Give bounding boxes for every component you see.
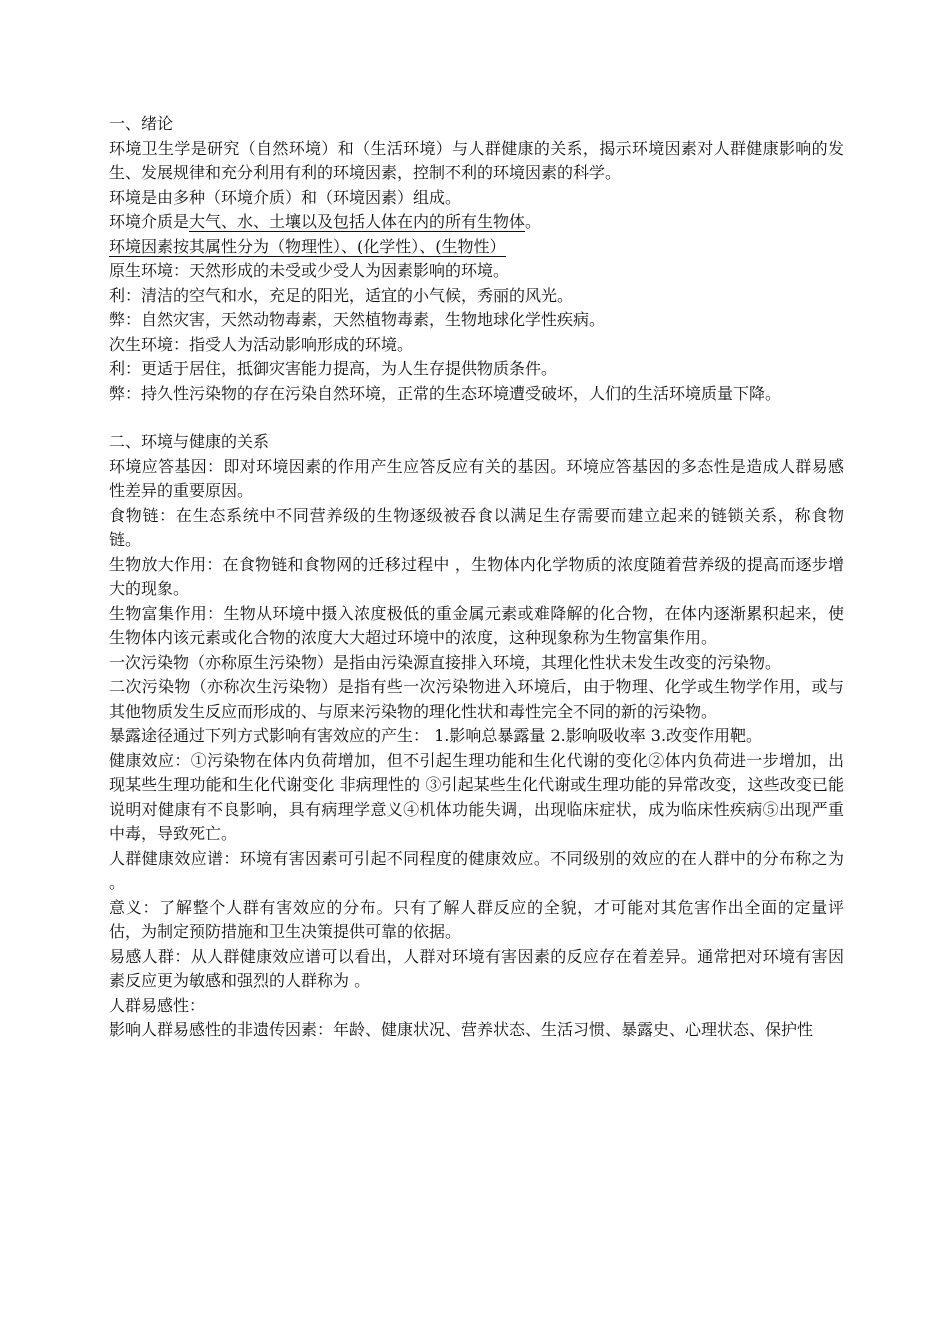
paragraph-secondary-environment: 次生环境：指受人为活动影响形成的环境。 bbox=[109, 334, 414, 354]
paragraph-bioaccumulation: 生物富集作用：生物从环境中摄入浓度极低的重金属元素或难降解的化合物，在体内逐渐累积起来，使生物体内该元素或化合物的浓度大大超过环境中的浓度，这种现象称为生物富集作用。 bbox=[109, 603, 844, 647]
paragraph-health-effect-spectrum: 人群健康效应谱：环境有害因素可引起不同程度的健康效应。不同级别的效应的在人群中的分布称之为 。 bbox=[109, 848, 844, 892]
paragraph-environment-composition: 环境是由多种（环境介质）和（环境因素）组成。 bbox=[109, 187, 462, 207]
section-spacer bbox=[109, 406, 844, 430]
paragraph-environment-media bbox=[109, 210, 844, 235]
underlined-text: 环境因素按其属性分为（物理性）、(化学性）、(生物性） bbox=[109, 236, 506, 256]
paragraph-response-genes: 环境应答基因：即对环境因素的作用产生应答反应有关的基因。环境应答基因的多态性是造成人群易感性差异的重要原因。 bbox=[109, 456, 844, 500]
paragraph-definition-environmental-hygiene: 环境卫生学是研究（自然环境）和（生活环境）与人群健康的关系，揭示环境因素对人群健康影响的发生、发展规律和充分利用有利的环境因素，控制不利的环境因素的科学。 bbox=[109, 138, 844, 182]
paragraph-secondary-advantages: 利：更适于居住，抵御灾害能力提高，为人生存提供物质条件。 bbox=[109, 359, 558, 378]
paragraph-environment-factors bbox=[109, 235, 844, 260]
paragraph-health-effects: 健康效应：①污染物在体内负荷增加，但不引起生理功能和生化代谢的变化②体内负荷进一步增加，出现某些生理功能和生化代谢变化 非病理性的 ③引起某些生化代谢或生理功能的异常改变，这些改变已能说明对健康有不良影响，具有病理学意义④机体功能失调，出现临床症状，成为临床性疾病⑤出现严重中毒，导致死亡。 bbox=[109, 750, 844, 843]
paragraph-primary-environment: 原生环境：天然形成的未受或少受人为因素影响的环境。 bbox=[109, 261, 510, 280]
paragraph-susceptible-population: 易感人群：从人群健康效应谱可以看出，人群对环境有害因素的反应存在着差异。通常把对环境有害因素反应更为敏感和强烈的人群称为 。 bbox=[109, 946, 844, 990]
paragraph-primary-pollutant: 一次污染物（亦称原生污染物）是指由污染源直接排入环境，其理化性状未发生改变的污染物。 bbox=[109, 652, 782, 672]
paragraph-secondary-disadvantages: 弊：持久性污染物的存在污染自然环境，正常的生态环境遭受破坏，人们的生活环境质量下降。 bbox=[109, 383, 782, 403]
section-heading-introduction: 一、绪论 bbox=[109, 114, 174, 133]
paragraph-secondary-pollutant: 二次污染物（亦称次生污染物）是指有些一次污染物进入环境后，由于物理、化学或生物学作用，或与其他物质发生反应而形成的、与原来污染物的理化性状和毒性完全不同的新的污染物。 bbox=[109, 677, 844, 721]
document-body bbox=[109, 112, 844, 1043]
paragraph-primary-disadvantages: 弊：自然灾害，天然动物毒素，天然植物毒素，生物地球化学性疾病。 bbox=[109, 310, 606, 329]
paragraph-significance: 意义：了解整个人群有害效应的分布。只有了解人群反应的全貌，才可能对其危害作出全面的定量评估，为制定预防措施和卫生决策提供可靠的依据。 bbox=[109, 897, 844, 941]
section-heading-environment-health: 二、环境与健康的关系 bbox=[109, 432, 270, 451]
paragraph-exposure-routes: 暴露途径通过下列方式影响有害效应的产生： 1.影响总暴露量 2.影响吸收率 3.改变作用靶。 bbox=[109, 726, 763, 745]
paragraph-food-chain: 食物链：在生态系统中不同营养级的生物逐级被吞食以满足生存需要而建立起来的链锁关系，称食物链。 bbox=[109, 505, 844, 549]
text-suffix: 。 bbox=[525, 212, 542, 231]
paragraph-non-genetic-factors: 影响人群易感性的非遗传因素：年龄、健康状况、营养状态、生活习惯、暴露史、心理状态、保护性 bbox=[109, 1020, 814, 1039]
paragraph-biomagnification: 生物放大作用：在食物链和食物网的迁移过程中 ，生物体内化学物质的浓度随着营养级的提高而逐步增大的现象。 bbox=[109, 554, 844, 598]
text-prefix: 环境介质是 bbox=[109, 212, 190, 231]
underlined-text: 大气、水、土壤以及包括人体在内的所有生物体 bbox=[189, 212, 526, 231]
paragraph-primary-advantages: 利：清洁的空气和水，充足的阳光，适宜的小气候，秀丽的风光。 bbox=[109, 285, 574, 305]
paragraph-susceptibility: 人群易感性： bbox=[109, 995, 206, 1015]
